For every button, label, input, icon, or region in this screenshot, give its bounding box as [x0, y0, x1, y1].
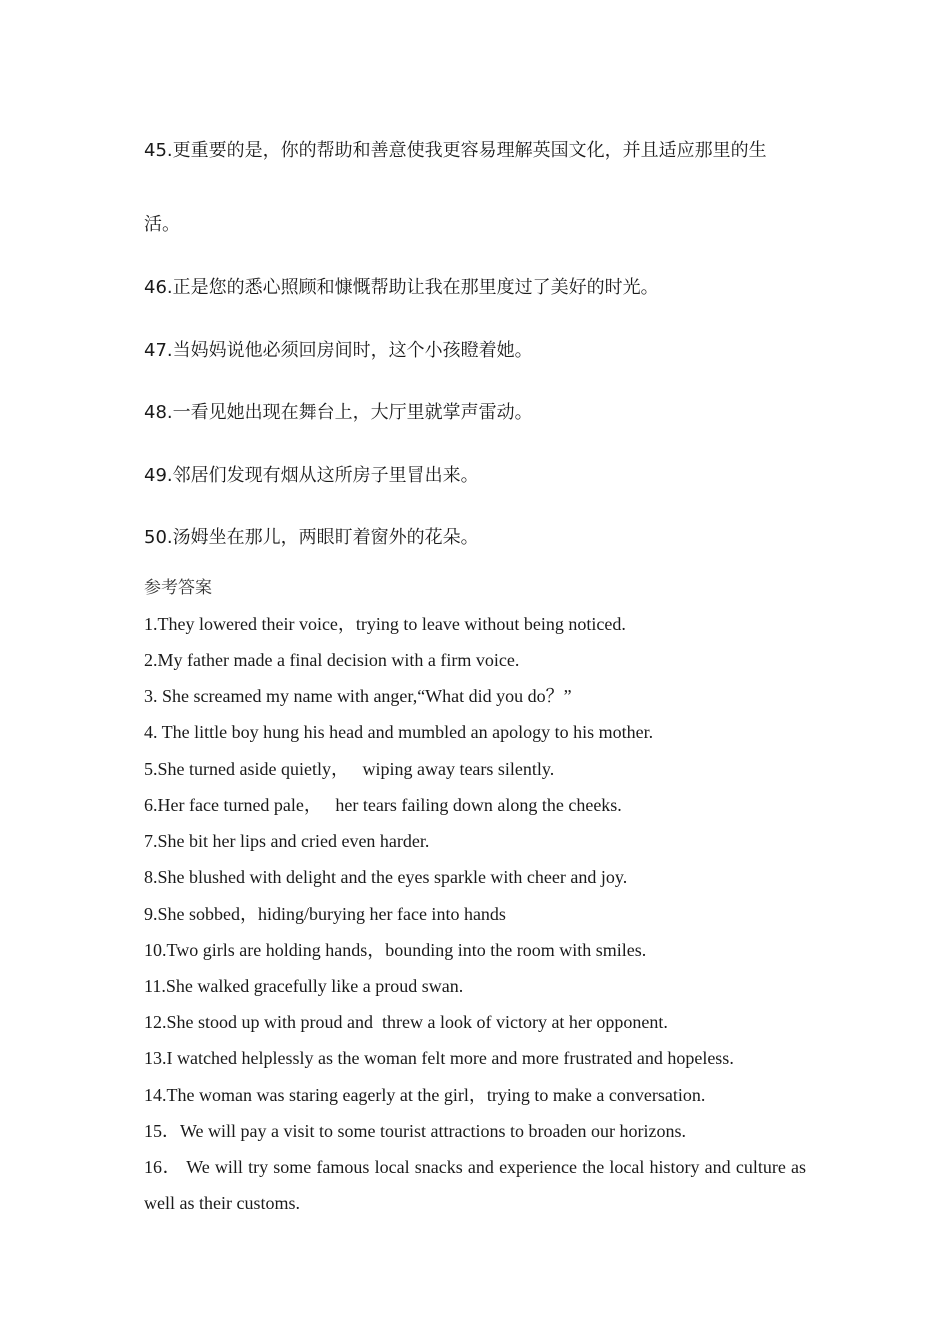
answer-item-8: 8.She blushed with delight and the eyes sparkle with cheer and joy. [144, 867, 628, 887]
answer-item-2: 2.My father made a final decision with a firm voice. [144, 650, 520, 670]
question-48: 48.一看见她出现在舞台上，大厅里就掌声雷动。 [144, 402, 533, 423]
answer-item-6: 6.Her face turned pale， her tears failing down along the cheeks. [144, 795, 622, 815]
answers-heading: 参考答案 [144, 578, 212, 598]
question-45-line-1: 45.更重要的是，你的帮助和善意使我更容易理解英国文化，并且适应那里的生 [144, 140, 767, 161]
answer-item-15: 15．We will pay a visit to some tourist attractions to broaden our horizons. [144, 1121, 686, 1141]
question-49: 49.邻居们发现有烟从这所房子里冒出来。 [144, 465, 479, 486]
answer-item-7: 7.She bit her lips and cried even harder. [144, 831, 430, 851]
answer-item-10: 10.Two girls are holding hands，bounding into the room with smiles. [144, 940, 647, 960]
answer-item-14: 14.The woman was staring eagerly at the girl，trying to make a conversation. [144, 1085, 706, 1105]
question-47: 47.当妈妈说他必须回房间时，这个小孩瞪着她。 [144, 340, 533, 361]
answer-item-16: 16． We will try some famous local snacks and experience the local history and culture as well as their customs. [144, 1157, 806, 1213]
question-50: 50.汤姆坐在那儿，两眼盯着窗外的花朵。 [144, 527, 479, 548]
answer-item-1: 1.They lowered their voice，trying to leave without being noticed. [144, 614, 626, 634]
answer-item-3: 3. She screamed my name with anger,“What did you do？” [144, 686, 572, 706]
question-46: 46.正是您的悉心照顾和慷慨帮助让我在那里度过了美好的时光。 [144, 277, 659, 298]
answer-item-4: 4. The little boy hung his head and mumbled an apology to his mother. [144, 722, 654, 742]
answer-item-13: 13.I watched helplessly as the woman felt more and more frustrated and hopeless. [144, 1048, 734, 1068]
answer-item-11: 11.She walked gracefully like a proud swan. [144, 976, 464, 996]
answer-item-5: 5.She turned aside quietly， wiping away tears silently. [144, 759, 555, 779]
question-45-line-2: 活。 [144, 214, 180, 235]
answer-item-12: 12.She stood up with proud and threw a look of victory at her opponent. [144, 1012, 668, 1032]
answer-item-9: 9.She sobbed，hiding/burying her face into hands [144, 904, 506, 924]
